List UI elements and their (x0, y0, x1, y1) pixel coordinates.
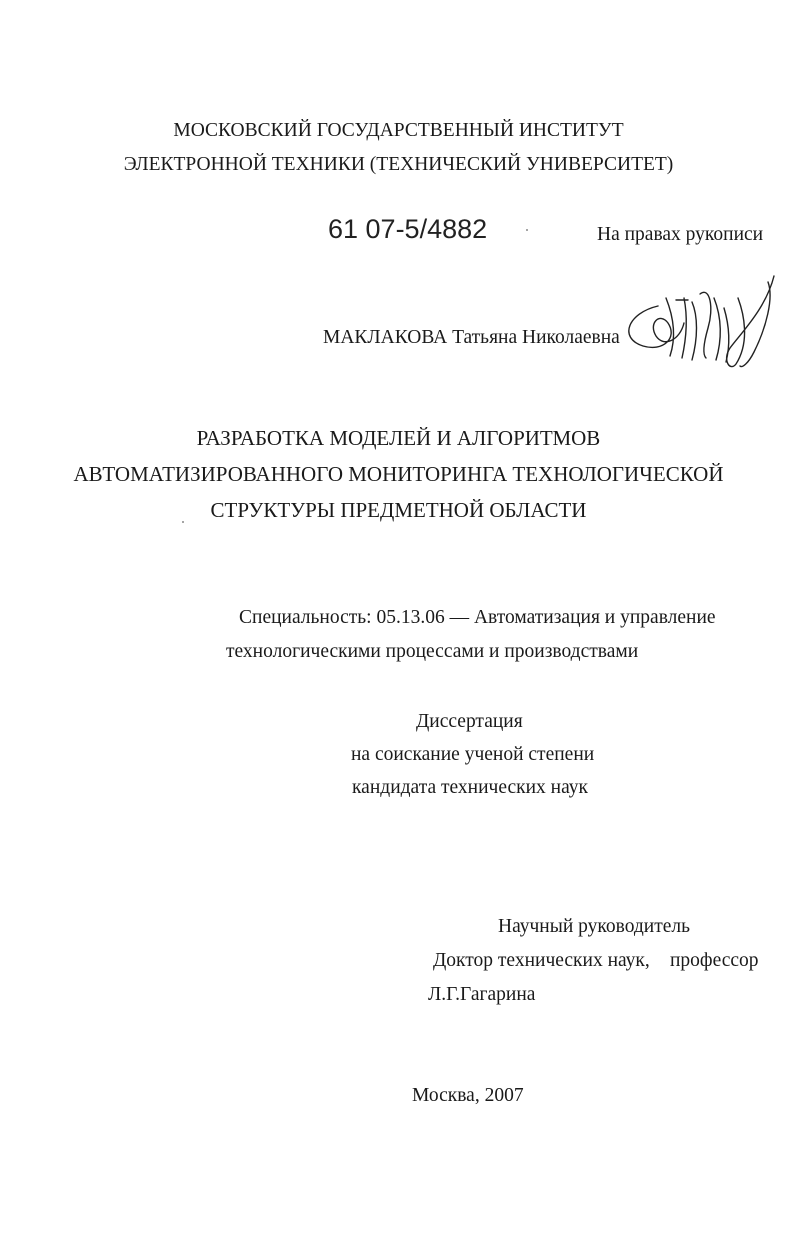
institution-name-line2: ЭЛЕКТРОННОЙ ТЕХНИКИ (ТЕХНИЧЕСКИЙ УНИВЕРСИТЕТ) (123, 154, 674, 175)
city-year: Москва, 2007 (412, 1085, 524, 1106)
manuscript-note: На правах рукописи (597, 224, 764, 245)
signature-icon (618, 268, 788, 368)
specialty-line2: технологическими процессами и производствами (226, 641, 639, 662)
thesis-title-line1: РАЗРАБОТКА МОДЕЛЕЙ И АЛГОРИТМОВ (196, 426, 601, 450)
archive-number: 61 07-5/4882 (328, 214, 488, 244)
thesis-title-line3: СТРУКТУРЫ ПРЕДМЕТНОЙ ОБЛАСТИ (210, 498, 587, 522)
supervisor-name: Л.Г.Гагарина (428, 984, 536, 1005)
specialty-line1: Специальность: 05.13.06 — Автоматизация и управление (239, 607, 716, 628)
dissertation-line1: Диссертация (416, 711, 523, 732)
thesis-title-line2: АВТОМАТИЗИРОВАННОГО МОНИТОРИНГА ТЕХНОЛОГИЧЕСКОЙ (73, 462, 724, 486)
dissertation-line2: на соискание ученой степени (351, 744, 595, 765)
scan-speck (182, 521, 184, 523)
scan-speck (526, 229, 528, 231)
supervisor-degree: Доктор технических наук, (433, 950, 650, 971)
supervisor-heading: Научный руководитель (498, 916, 691, 937)
author-name: МАКЛАКОВА Татьяна Николаевна (323, 327, 620, 348)
supervisor-rank: профессор (670, 950, 759, 971)
dissertation-line3: кандидата технических наук (352, 777, 588, 798)
institution-name-line1: МОСКОВСКИЙ ГОСУДАРСТВЕННЫЙ ИНСТИТУТ (173, 120, 624, 141)
